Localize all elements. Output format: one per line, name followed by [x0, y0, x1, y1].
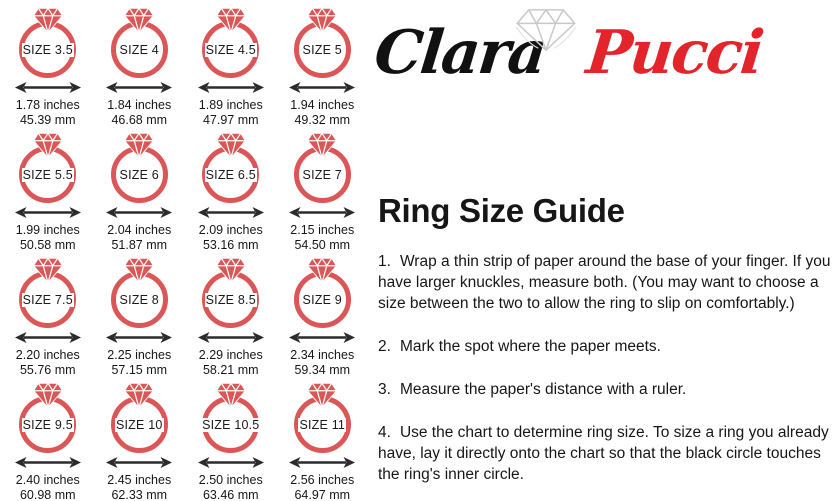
ring-diameter-inches: 1.84 inches [107, 98, 172, 112]
ring-size-cell [277, 250, 369, 375]
diamond-gem-icon [306, 7, 338, 34]
ring-diameter-mm: 50.58 mm [19, 238, 76, 252]
diameter-arrow-icon [288, 206, 356, 219]
ring-size-label: SIZE 10.5 [202, 417, 260, 432]
diameter-arrow-icon [197, 206, 265, 219]
diamond-gem-icon [215, 132, 247, 159]
diameter-arrow-icon [14, 81, 82, 94]
ring-size-cell [94, 125, 186, 250]
ring-size-label: SIZE 8.5 [205, 292, 256, 307]
ring-measurements [107, 473, 171, 501]
ring-measurements [290, 223, 354, 253]
diameter-arrow-icon [105, 206, 173, 219]
ring-size-cell [185, 250, 277, 375]
ring-size-cell [94, 375, 186, 500]
ring-size-label: SIZE 11 [299, 417, 346, 432]
ring-diameter-mm: 45.39 mm [19, 113, 76, 127]
ring-size-label: SIZE 6.5 [205, 167, 256, 182]
ring-measurements [199, 348, 263, 378]
diamond-gem-icon [123, 257, 155, 284]
ring-size-cell [185, 0, 277, 125]
brand-logo [371, 4, 839, 104]
ring-measurements [16, 348, 80, 378]
instruction-step: 3. Measure the paper's distance with a ruler. [378, 381, 687, 398]
ring-diameter-inches: 1.99 inches [15, 223, 80, 237]
ring-diameter-inches: 2.04 inches [107, 223, 172, 237]
ring-diameter-mm: 51.87 mm [111, 238, 168, 252]
ring-diameter-inches: 2.34 inches [290, 348, 355, 362]
diamond-gem-icon [215, 382, 247, 409]
ring-diameter-mm: 54.50 mm [294, 238, 351, 252]
ring-measurements [16, 473, 80, 501]
diamond-gem-icon [32, 132, 64, 159]
diameter-arrow-icon [288, 456, 356, 469]
ring-size-label: SIZE 5 [302, 42, 342, 57]
ring-size-cell [94, 250, 186, 375]
ring-diameter-inches: 1.78 inches [15, 98, 80, 112]
ring-measurements [290, 348, 354, 378]
ring-size-label: SIZE 7 [302, 167, 342, 182]
diameter-arrow-icon [105, 331, 173, 344]
ring-size-cell [2, 125, 94, 250]
ring-size-cell [277, 375, 369, 500]
diamond-gem-icon [215, 7, 247, 34]
ring-diameter-mm: 58.21 mm [202, 363, 259, 377]
ring-diameter-inches: 2.29 inches [198, 348, 263, 362]
ring-diameter-inches: 2.50 inches [198, 473, 263, 487]
ring-measurements [107, 98, 171, 128]
instruction-steps [378, 251, 839, 501]
instruction-step: 2. Mark the spot where the paper meets. [378, 338, 661, 355]
diamond-gem-icon [123, 382, 155, 409]
diameter-arrow-icon [105, 81, 173, 94]
ring-diameter-inches: 2.25 inches [107, 348, 172, 362]
brand-name-second: Pucci [583, 18, 766, 88]
ring-diameter-inches: 1.89 inches [198, 98, 263, 112]
ring-size-cell [2, 375, 94, 500]
instruction-step: 1. Wrap a thin strip of paper around the base of your finger. If you have larger knuckles, measure both. (You may want to choose a size between the two to allow the ring to slip on comfortably.) [378, 253, 831, 312]
ring-diameter-mm: 57.15 mm [111, 363, 168, 377]
diameter-arrow-icon [14, 206, 82, 219]
ring-size-label: SIZE 5.5 [22, 167, 73, 182]
diameter-arrow-icon [14, 331, 82, 344]
ring-diameter-mm: 59.34 mm [294, 363, 351, 377]
diamond-gem-icon [215, 257, 247, 284]
ring-size-label: SIZE 7.5 [22, 292, 73, 307]
ring-diameter-mm: 49.32 mm [294, 113, 351, 127]
ring-diameter-inches: 1.94 inches [290, 98, 355, 112]
ring-size-label: SIZE 9.5 [22, 417, 73, 432]
ring-size-cell [277, 125, 369, 250]
ring-size-label: SIZE 4 [119, 42, 159, 57]
diamond-gem-icon [32, 7, 64, 34]
ring-diameter-inches: 2.20 inches [15, 348, 80, 362]
ring-diameter-inches: 2.09 inches [198, 223, 263, 237]
ring-diameter-mm: 60.98 mm [19, 488, 76, 501]
diamond-gem-icon [32, 382, 64, 409]
instruction-step: 4. Use the chart to determine ring size. To size a ring you already have, lay it directly onto the chart so that the black circle touches the ring's inner circle. [378, 424, 829, 483]
diamond-gem-icon [306, 382, 338, 409]
ring-diameter-inches: 2.45 inches [107, 473, 172, 487]
brand-name-first: Clara [371, 18, 549, 88]
ring-measurements [199, 98, 263, 128]
ring-size-cell [277, 0, 369, 125]
ring-diameter-inches: 2.15 inches [290, 223, 355, 237]
ring-diameter-mm: 62.33 mm [111, 488, 168, 501]
diamond-outline-icon [515, 8, 577, 54]
ring-diameter-inches: 2.56 inches [290, 473, 355, 487]
diameter-arrow-icon [105, 456, 173, 469]
ring-diameter-mm: 47.97 mm [202, 113, 259, 127]
ring-measurements [16, 98, 80, 128]
ring-diameter-mm: 64.97 mm [294, 488, 351, 501]
right-column [371, 0, 839, 501]
ring-size-label: SIZE 4.5 [205, 42, 256, 57]
ring-measurements [290, 473, 354, 501]
diamond-gem-icon [306, 257, 338, 284]
ring-size-cell [185, 125, 277, 250]
diamond-gem-icon [123, 7, 155, 34]
ring-size-label: SIZE 3.5 [22, 42, 73, 57]
ring-diameter-inches: 2.40 inches [15, 473, 80, 487]
diameter-arrow-icon [197, 81, 265, 94]
ring-size-label: SIZE 10 [115, 417, 163, 432]
diameter-arrow-icon [197, 331, 265, 344]
ring-measurements [107, 223, 171, 253]
ring-measurements [16, 223, 80, 253]
ring-diameter-mm: 55.76 mm [19, 363, 76, 377]
ring-measurements [107, 348, 171, 378]
ring-diameter-mm: 63.46 mm [202, 488, 259, 501]
ring-size-label: SIZE 9 [302, 292, 342, 307]
ring-measurements [199, 473, 263, 501]
page-title: Ring Size Guide [378, 192, 625, 229]
ring-diameter-mm: 53.16 mm [202, 238, 259, 252]
ring-measurements [199, 223, 263, 253]
ring-diameter-mm: 46.68 mm [111, 113, 168, 127]
diamond-gem-icon [123, 132, 155, 159]
ring-size-cell [94, 0, 186, 125]
diameter-arrow-icon [197, 456, 265, 469]
ring-measurements [290, 98, 354, 128]
diamond-gem-icon [306, 132, 338, 159]
diameter-arrow-icon [288, 81, 356, 94]
ring-size-grid [2, 0, 368, 501]
ring-size-cell [185, 375, 277, 500]
ring-size-cell [2, 0, 94, 125]
diameter-arrow-icon [14, 456, 82, 469]
ring-size-label: SIZE 8 [119, 292, 159, 307]
diamond-gem-icon [32, 257, 64, 284]
diameter-arrow-icon [288, 331, 356, 344]
ring-size-label: SIZE 6 [119, 167, 159, 182]
ring-size-cell [2, 250, 94, 375]
